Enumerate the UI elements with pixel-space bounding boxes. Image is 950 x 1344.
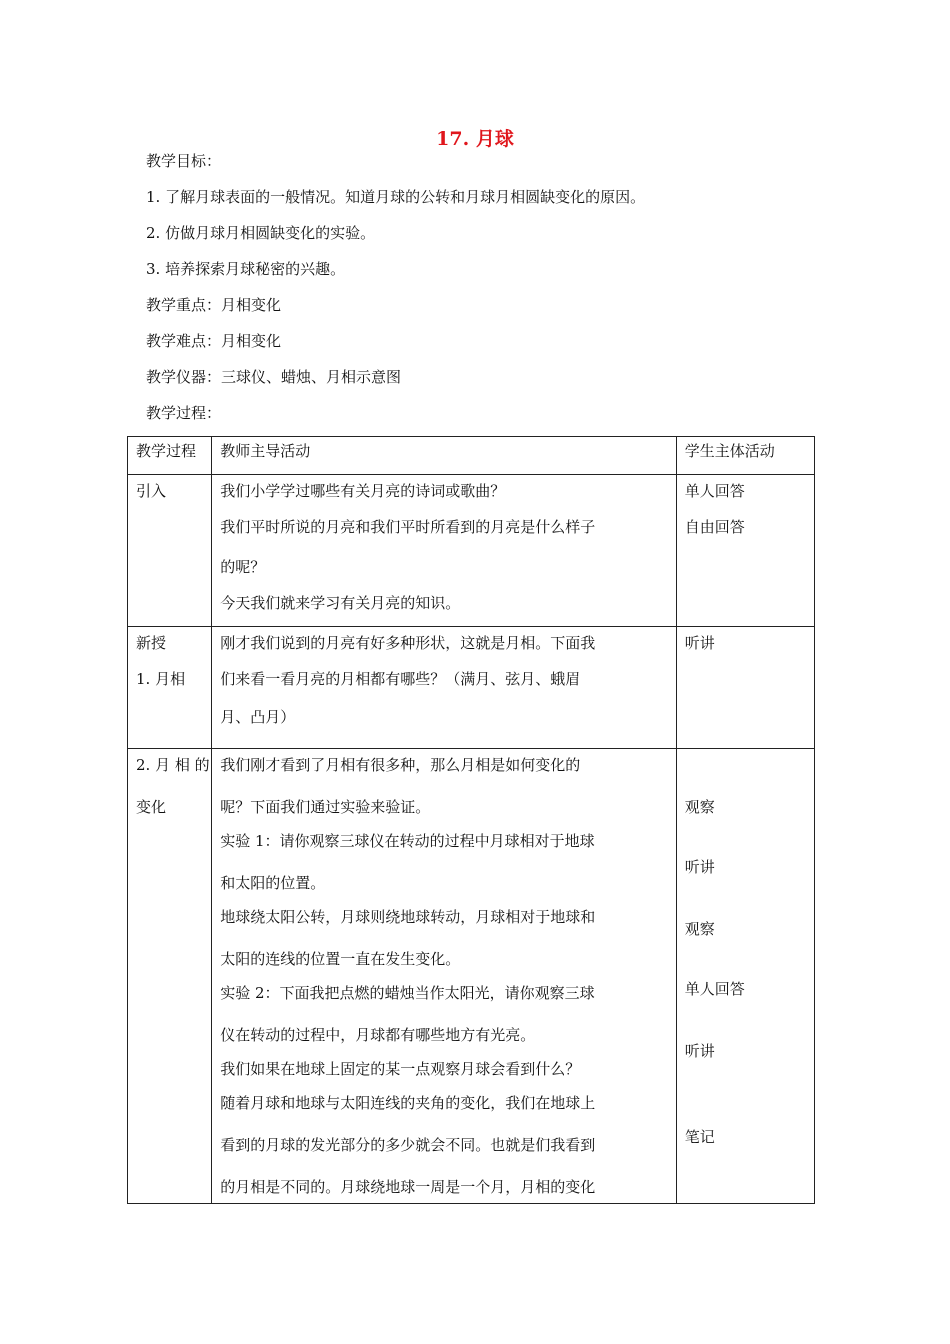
teacher-cell: 我们小学学过哪些有关月亮的诗词或歌曲？ 我们平时所说的月亮和我们平时所看到的月亮是什么样子 的呢？ 今天我们就来学习有关月亮的知识。 [212,475,676,627]
table-row [128,475,815,627]
student-cell: 听讲 [676,627,814,749]
header-cell: 教师主导活动 [212,437,676,475]
goal-item: 1. 了解月球表面的一般情况。知道月球的公转和月球月相圆缺变化的原因。 [146,188,646,206]
goal-item: 2. 仿做月球月相圆缺变化的实验。 [146,224,376,242]
lesson-table [127,436,815,1204]
header-cell: 学生主体活动 [676,437,814,475]
table-header-row [128,437,815,475]
goals-heading: 教学目标： [146,152,222,170]
goal-item: 3. 培养探索月球秘密的兴趣。 [146,260,346,278]
table-row [128,627,815,749]
stage-cell: 2. 月 相 的 变化 [128,749,212,1204]
difficulty: 教学难点：月相变化 [146,332,282,350]
table-row [128,749,815,1204]
header-cell: 教学过程 [128,437,212,475]
process-heading: 教学过程： [146,404,222,422]
student-cell: 观察 听讲 观察 单人回答 听讲 笔记 [676,749,814,1204]
stage-cell: 新授 1. 月相 [128,627,212,749]
lesson-title: 17. 月球 [436,128,514,150]
teacher-cell: 我们刚才看到了月相有很多种，那么月相是如何变化的 呢？下面我们通过实验来验证。 实验 1：请你观察三球仪在转动的过程中月球相对于地球 和太阳的位置。 地球绕太阳公转，月球则绕地球转动，月球相对于地球和 太阳的连线的位置一直在发生变化。 实验 2：下面我把点燃的蜡烛当作太阳光，请你观察三球 仪在转动的过程中，月球都有哪些地方有光亮。 我们如果在地球上固定的某一点观察月球会看到什么？ 随着月球和地球与太阳连线的夹角的变化，我们在地球上 看到的月球的发光部分的多少就会不同。也就是们我看到 的月相是不同的。月球绕地球一周是一个月，月相的变化 [212,749,676,1204]
instruments: 教学仪器：三球仪、蜡烛、月相示意图 [146,368,402,386]
student-cell: 单人回答 自由回答 [676,475,814,627]
key-point: 教学重点：月相变化 [146,296,282,314]
teacher-cell: 刚才我们说到的月亮有好多种形状，这就是月相。下面我 们来看一看月亮的月相都有哪些？（满月、弦月、蛾眉 月、凸月） [212,627,676,749]
stage-cell: 引入 [128,475,212,627]
